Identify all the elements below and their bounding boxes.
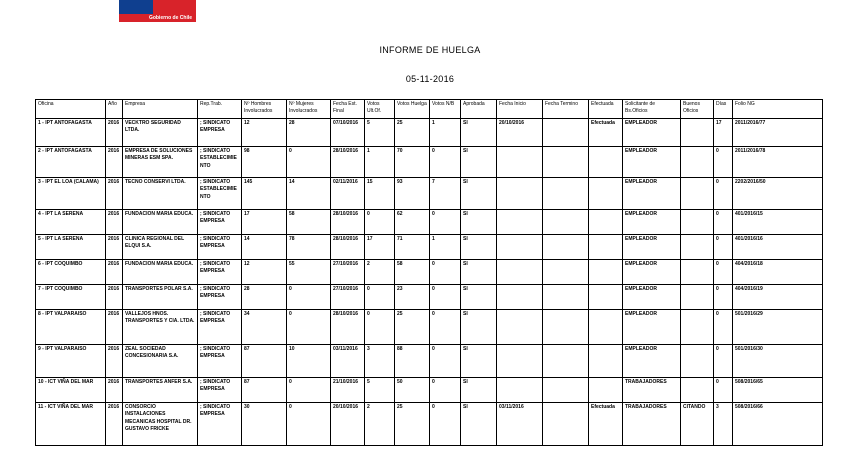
table-cell — [589, 310, 623, 345]
table-cell: 17 — [714, 119, 733, 147]
table-cell: 2 — [365, 260, 395, 285]
table-cell: SI — [461, 285, 497, 310]
table-cell: SI — [461, 378, 497, 403]
table-cell: 20/10/2016 — [497, 119, 543, 147]
column-header: Nº Mujeres Involucrados — [287, 100, 331, 119]
table-cell: 2016 — [106, 378, 123, 403]
table-cell: 27/10/2016 — [331, 285, 365, 310]
document-title: INFORME DE HUELGA — [379, 45, 481, 55]
table-cell: 2 — [365, 403, 395, 446]
table-cell: 401/2016/15 — [733, 210, 823, 235]
table-cell: 2016 — [106, 345, 123, 378]
table-row — [36, 210, 823, 235]
table-cell: TRANSPORTES POLAR S.A. — [123, 285, 198, 310]
table-cell: 0 — [714, 378, 733, 403]
table-cell: 3 — [714, 403, 733, 446]
table-row — [36, 260, 823, 285]
table-cell — [681, 210, 714, 235]
table-cell: 20/10/2016 — [331, 403, 365, 446]
table-cell: EMPLEADOR — [623, 210, 681, 235]
table-cell: 145 — [242, 178, 287, 210]
table-cell: VECKTRO SEGURIDAD LTDA. — [123, 119, 198, 147]
table-cell: 2 - IPT ANTOFAGASTA — [36, 147, 106, 178]
table-cell: SI — [461, 178, 497, 210]
table-cell: 0 — [714, 285, 733, 310]
table-cell: 0 — [430, 378, 461, 403]
table-cell: 11 - ICT VIÑA DEL MAR — [36, 403, 106, 446]
table-cell: 1 — [365, 147, 395, 178]
table-cell: 28/10/2016 — [331, 235, 365, 260]
table-row — [36, 378, 823, 403]
table-cell: FUNDACION MARIA EDUCA. — [123, 260, 198, 285]
table-cell: ; SINDICATO EMPRESA — [198, 285, 242, 310]
table-cell: 87 — [242, 378, 287, 403]
column-header: Oficina — [36, 100, 106, 119]
table-cell: 03/11/2016 — [497, 403, 543, 446]
table-cell: 2016 — [106, 178, 123, 210]
table-cell: 21/10/2016 — [331, 378, 365, 403]
column-header: Año — [106, 100, 123, 119]
column-header: Aprobada — [461, 100, 497, 119]
logo-text: Gobierno de Chile — [119, 14, 196, 22]
table-cell: 3 - IPT EL LOA (CALAMA) — [36, 178, 106, 210]
table-cell: 0 — [287, 403, 331, 446]
table-cell — [681, 147, 714, 178]
table-cell: 17 — [242, 210, 287, 235]
table-cell: 15 — [365, 178, 395, 210]
table-cell: 2011/2016/77 — [733, 119, 823, 147]
table-cell: 62 — [395, 210, 430, 235]
table-cell — [589, 260, 623, 285]
table-cell: 404/2016/18 — [733, 260, 823, 285]
table-cell — [543, 378, 589, 403]
document-date: 05-11-2016 — [405, 74, 455, 84]
table-cell: 2016 — [106, 285, 123, 310]
table-row — [36, 178, 823, 210]
table-cell: 28 — [242, 285, 287, 310]
table-cell: 0 — [287, 310, 331, 345]
table-cell: SI — [461, 345, 497, 378]
table-cell: 2202/2016/50 — [733, 178, 823, 210]
logo-red-block — [153, 0, 196, 14]
table-cell: 1 — [430, 235, 461, 260]
table-cell: TRANSPORTES ANFER S.A. — [123, 378, 198, 403]
table-cell: 508/2016/66 — [733, 403, 823, 446]
table-cell: 10 - ICT VIÑA DEL MAR — [36, 378, 106, 403]
table-cell: ; SINDICATO EMPRESA — [198, 119, 242, 147]
table-cell — [543, 210, 589, 235]
table-cell: 58 — [287, 210, 331, 235]
table-cell: 0 — [714, 210, 733, 235]
table-cell — [681, 235, 714, 260]
table-header-row — [36, 100, 823, 119]
table-cell: 87 — [242, 345, 287, 378]
table-cell: SI — [461, 310, 497, 345]
table-cell: 50 — [395, 378, 430, 403]
table-cell: SI — [461, 260, 497, 285]
table-cell: 5 — [365, 378, 395, 403]
table-cell — [681, 285, 714, 310]
table-cell: 0 — [430, 260, 461, 285]
table-cell: 28/10/2016 — [331, 310, 365, 345]
table-cell: SI — [461, 119, 497, 147]
table-cell — [497, 147, 543, 178]
table-cell: 27/10/2016 — [331, 260, 365, 285]
table-cell — [589, 210, 623, 235]
table-cell — [681, 345, 714, 378]
table-cell: 2016 — [106, 119, 123, 147]
table-cell: 25 — [395, 403, 430, 446]
table-cell: 28/10/2016 — [331, 210, 365, 235]
table-cell: 6 - IPT COQUIMBO — [36, 260, 106, 285]
table-row — [36, 403, 823, 446]
table-cell: CONSORCIO INSTALACIONES MECANICAS HOSPITAL DR. GUSTAVO FRICKE — [123, 403, 198, 446]
table-cell: VALLEJOS HNOS. TRANSPORTES Y CIA. LTDA. — [123, 310, 198, 345]
column-header: Fecha Est. Final — [331, 100, 365, 119]
column-header: Votos Huelga — [395, 100, 430, 119]
column-header: Buenos Oficios — [681, 100, 714, 119]
table-cell — [681, 260, 714, 285]
column-header: Votos Ult.Of. — [365, 100, 395, 119]
table-cell: 4 - IPT LA SERENA — [36, 210, 106, 235]
table-cell: ; SINDICATO ESTABLECIMIENTO — [198, 147, 242, 178]
table-cell: 93 — [395, 178, 430, 210]
table-cell: 30 — [242, 403, 287, 446]
column-header: Nº Hombres Involucrados — [242, 100, 287, 119]
table-cell: SI — [461, 403, 497, 446]
table-cell: 78 — [287, 235, 331, 260]
table-row — [36, 147, 823, 178]
table-cell — [681, 310, 714, 345]
table-cell: 0 — [430, 147, 461, 178]
table-cell: 70 — [395, 147, 430, 178]
table-row — [36, 310, 823, 345]
table-cell: 12 — [242, 260, 287, 285]
table-cell — [543, 285, 589, 310]
table-cell: 0 — [430, 210, 461, 235]
table-cell: 2016 — [106, 260, 123, 285]
column-header: Folio NG — [733, 100, 823, 119]
table-cell: 25 — [395, 119, 430, 147]
table-cell — [497, 345, 543, 378]
gobierno-logo — [119, 0, 196, 14]
table-cell: 0 — [430, 345, 461, 378]
table-cell: 508/2016/65 — [733, 378, 823, 403]
table-cell: FUNDACION MARIA EDUCA. — [123, 210, 198, 235]
table-cell — [681, 378, 714, 403]
table-cell — [589, 285, 623, 310]
table-cell: ; SINDICATO EMPRESA — [198, 310, 242, 345]
table-cell: ZEAL SOCIEDAD CONCESIONARIA S.A. — [123, 345, 198, 378]
column-header: Solicitante de Bs.Oficios — [623, 100, 681, 119]
table-cell: ; SINDICATO EMPRESA — [198, 378, 242, 403]
table-cell: 25 — [395, 310, 430, 345]
table-cell: 0 — [365, 310, 395, 345]
table-cell: 14 — [287, 178, 331, 210]
table-cell: ; SINDICATO EMPRESA — [198, 345, 242, 378]
table-cell: 9 - IPT VALPARAISO — [36, 345, 106, 378]
table-cell: ; SINDICATO EMPRESA — [198, 260, 242, 285]
column-header: Fecha Termino — [543, 100, 589, 119]
table-cell: EMPLEADOR — [623, 119, 681, 147]
table-cell: 2016 — [106, 310, 123, 345]
table-cell — [681, 119, 714, 147]
table-cell — [543, 310, 589, 345]
table-cell: EMPLEADOR — [623, 310, 681, 345]
table-cell: 14 — [242, 235, 287, 260]
table-cell — [543, 178, 589, 210]
table-cell: EMPLEADOR — [623, 260, 681, 285]
table-cell: 0 — [714, 178, 733, 210]
table-cell: ; SINDICATO EMPRESA — [198, 403, 242, 446]
table-cell: CITANDO — [681, 403, 714, 446]
table-cell: 5 - IPT LA SERENA — [36, 235, 106, 260]
table-cell — [497, 178, 543, 210]
table-cell: ; SINDICATO EMPRESA — [198, 235, 242, 260]
table-cell: 2016 — [106, 210, 123, 235]
table-cell: 2016 — [106, 403, 123, 446]
table-cell: 71 — [395, 235, 430, 260]
table-row — [36, 285, 823, 310]
table-cell — [543, 147, 589, 178]
table-cell: 0 — [430, 310, 461, 345]
table-cell: 12 — [242, 119, 287, 147]
table-cell: EMPLEADOR — [623, 285, 681, 310]
table-cell: 28 — [287, 119, 331, 147]
table-cell — [497, 378, 543, 403]
table-cell: 10 — [287, 345, 331, 378]
table-cell: 404/2016/19 — [733, 285, 823, 310]
table-row — [36, 235, 823, 260]
table-cell: 58 — [395, 260, 430, 285]
table-cell: 07/10/2016 — [331, 119, 365, 147]
table-cell: 2011/2016/78 — [733, 147, 823, 178]
table-cell — [589, 147, 623, 178]
column-header: Días — [714, 100, 733, 119]
table-cell — [497, 285, 543, 310]
table-cell: EMPLEADOR — [623, 178, 681, 210]
table-body — [36, 119, 823, 446]
table-cell — [589, 235, 623, 260]
table-cell: 0 — [365, 285, 395, 310]
table-cell: 88 — [395, 345, 430, 378]
table-cell: 8 - IPT VALPARAISO — [36, 310, 106, 345]
column-header: Efectuada — [589, 100, 623, 119]
table-cell: 23 — [395, 285, 430, 310]
column-header: Votos N/B — [430, 100, 461, 119]
column-header: Rep.Trab. — [198, 100, 242, 119]
table-cell: 0 — [714, 260, 733, 285]
table-cell — [681, 178, 714, 210]
table-cell: Efectuada — [589, 403, 623, 446]
table-cell: EMPLEADOR — [623, 235, 681, 260]
table-cell: 0 — [287, 147, 331, 178]
table-cell: 0 — [287, 378, 331, 403]
table-cell: SI — [461, 210, 497, 235]
table-cell: EMPLEADOR — [623, 345, 681, 378]
table-cell: 55 — [287, 260, 331, 285]
table-cell: SI — [461, 147, 497, 178]
table-cell: 0 — [714, 147, 733, 178]
table-cell: TRABAJADORES — [623, 403, 681, 446]
table-cell — [497, 235, 543, 260]
table-cell — [497, 260, 543, 285]
table-cell — [589, 378, 623, 403]
table-cell — [543, 345, 589, 378]
strike-report-table — [35, 99, 823, 446]
table-cell: 5 — [365, 119, 395, 147]
table-cell — [589, 345, 623, 378]
table-cell — [543, 235, 589, 260]
table-cell — [543, 403, 589, 446]
table-cell: EMPLEADOR — [623, 147, 681, 178]
table-cell — [589, 178, 623, 210]
table-cell: 03/11/2016 — [331, 345, 365, 378]
table-cell: 1 — [430, 119, 461, 147]
table-cell — [543, 260, 589, 285]
table-cell: 501/2016/30 — [733, 345, 823, 378]
table-cell: 0 — [430, 403, 461, 446]
table-cell: 401/2016/16 — [733, 235, 823, 260]
table-cell — [543, 119, 589, 147]
table-cell: 3 — [365, 345, 395, 378]
table-cell — [497, 210, 543, 235]
table-cell: TRABAJADORES — [623, 378, 681, 403]
table-cell: 0 — [714, 345, 733, 378]
table-row — [36, 119, 823, 147]
table-cell: 7 - IPT COQUIMBO — [36, 285, 106, 310]
table-cell: 98 — [242, 147, 287, 178]
table-cell: 02/11/2016 — [331, 178, 365, 210]
table-cell: Efectuada — [589, 119, 623, 147]
table-cell: ; SINDICATO ESTABLECIMIENTO — [198, 178, 242, 210]
table-cell: 0 — [714, 235, 733, 260]
table-cell: 0 — [365, 210, 395, 235]
table-cell: 17 — [365, 235, 395, 260]
table-cell: 2016 — [106, 235, 123, 260]
table-cell: SI — [461, 235, 497, 260]
column-header: Fecha Inicio — [497, 100, 543, 119]
table-cell: 2016 — [106, 147, 123, 178]
table-cell: EMPRESA DE SOLUCIONES MINERAS ESM SPA. — [123, 147, 198, 178]
column-header: Empresa — [123, 100, 198, 119]
table-cell: 501/2016/29 — [733, 310, 823, 345]
table-cell: 0 — [714, 310, 733, 345]
table-cell: 0 — [287, 285, 331, 310]
table-row — [36, 345, 823, 378]
table-cell: 28/10/2016 — [331, 147, 365, 178]
logo-blue-block — [119, 0, 153, 14]
table-cell: ; SINDICATO EMPRESA — [198, 210, 242, 235]
table-cell: TECNO CONSERVI LTDA. — [123, 178, 198, 210]
table-cell — [497, 310, 543, 345]
table-cell: 0 — [430, 285, 461, 310]
table-cell: 1 - IPT ANTOFAGASTA — [36, 119, 106, 147]
table-cell: 34 — [242, 310, 287, 345]
table-cell: 7 — [430, 178, 461, 210]
table-cell: CLINICA REGIONAL DEL ELQUI S.A. — [123, 235, 198, 260]
